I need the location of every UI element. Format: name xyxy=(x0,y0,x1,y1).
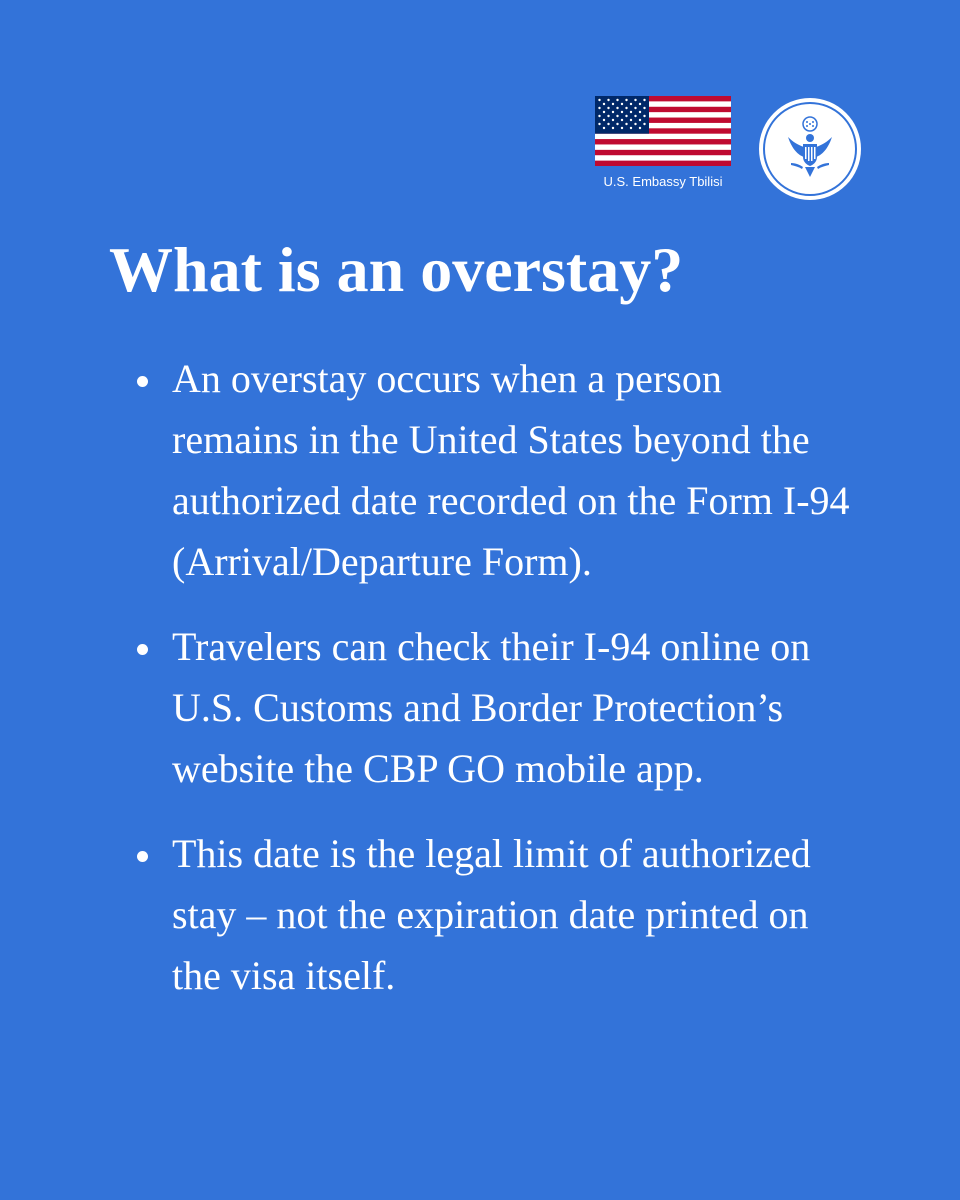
list-item xyxy=(0,823,960,1006)
bullet-text: Travelers can check their I-94 online on U.S. Customs and Border Protection’s website the CBP GO mobile app. xyxy=(172,624,811,791)
bullet-dot-icon xyxy=(137,851,148,862)
embassy-label: U.S. Embassy Tbilisi xyxy=(603,174,723,189)
bullet-dot-icon xyxy=(137,376,148,387)
bullet-dot-icon xyxy=(137,644,148,655)
great-seal-icon xyxy=(758,97,862,201)
us-flag-icon xyxy=(595,96,731,166)
list-item xyxy=(0,348,960,592)
bullet-text: An overstay occurs when a person remains in the United States beyond the authorized date recorded on the Form I-94 (Arrival/Departure Form). xyxy=(172,356,850,584)
bullet-text: This date is the legal limit of authorized stay – not the expiration date printed on the visa itself. xyxy=(172,831,811,998)
list-item xyxy=(0,616,960,799)
bullet-list xyxy=(0,348,960,1030)
page-title: What is an overstay? xyxy=(109,234,684,305)
